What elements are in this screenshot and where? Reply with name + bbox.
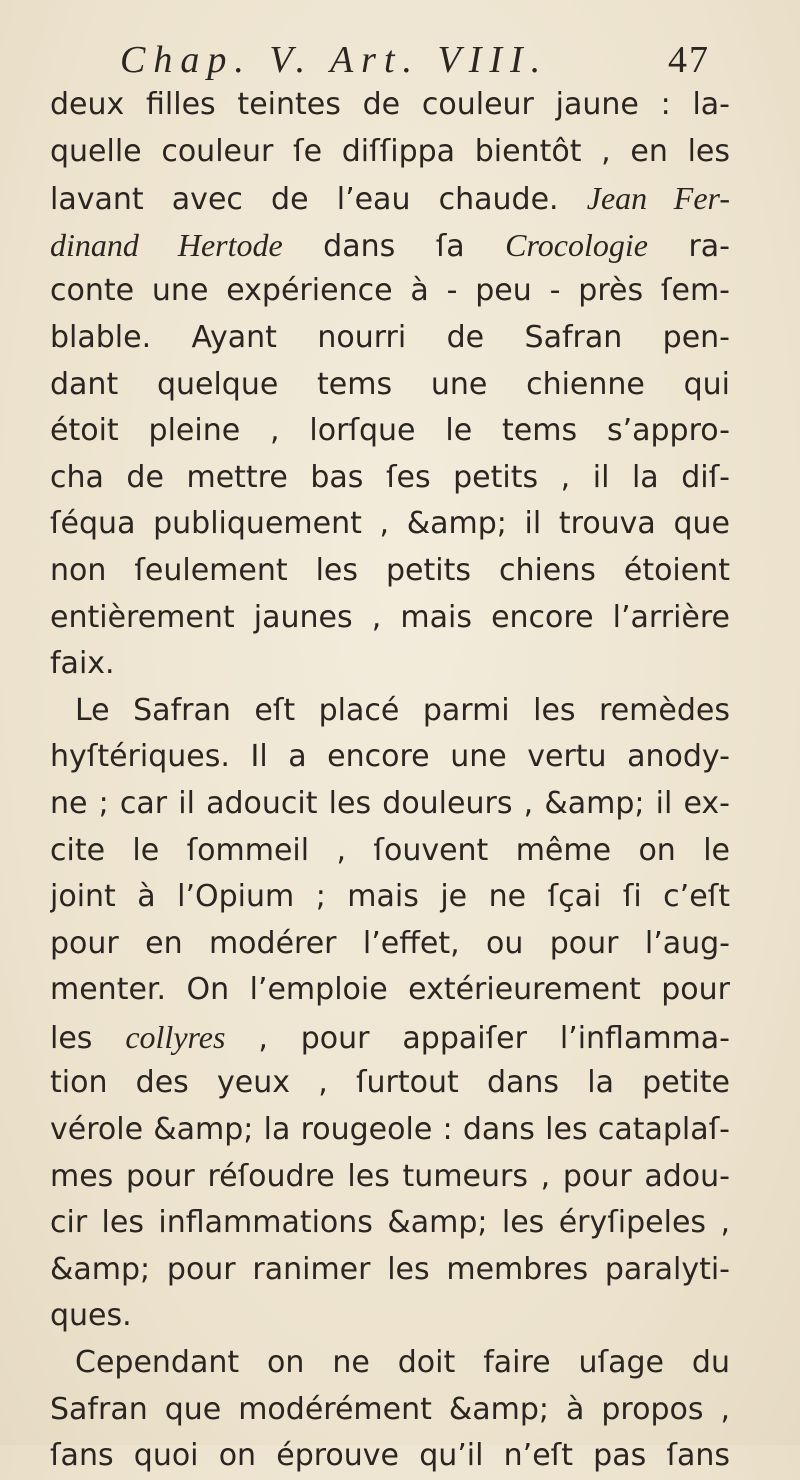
text-line: étoit pleine , lorſque le tems s’appro- <box>50 413 730 449</box>
text-line: Le Safran eſt placé parmi les remèdes <box>75 692 730 728</box>
text-line: cite le ſommeil , ſouvent même on le <box>50 832 730 868</box>
text-line: non ſeulement les petits chiens étoient <box>50 552 730 588</box>
text-line: lavant avec de l’eau chaude. Jean Fer- <box>50 180 730 218</box>
text-line: faix. <box>50 646 115 682</box>
text-line: conte une expérience à - peu - près ſem- <box>50 273 730 309</box>
running-title: Chap. V. Art. VIII. <box>120 39 549 81</box>
text-line: ne ; car il adoucit les douleurs , &amp; il ex- <box>50 785 730 821</box>
page-number: 47 <box>668 39 710 81</box>
text-line: entièrement jaunes , mais encore l’arrière <box>50 599 730 635</box>
text-line: pour en modérer l’effet, ou pour l’aug- <box>50 925 730 961</box>
body-text <box>50 82 730 1480</box>
text-line: ques. <box>50 1298 132 1334</box>
text-line: blable. Ayant nourri de Safran pen- <box>50 319 730 355</box>
text-line: menter. On l’emploie extérieurement pour <box>50 972 730 1008</box>
text-line: dinand Hertode dans ſa Crocologie ra- <box>50 226 730 264</box>
text-line: ſéqua publiquement , &amp; il trouva que <box>50 506 730 542</box>
text-line: quelle couleur ſe diſſippa bientôt , en les <box>50 133 730 169</box>
text-line: mes pour réſoudre les tumeurs , pour adou- <box>50 1158 730 1194</box>
text-line: &amp; pour ranimer les membres paralyti- <box>50 1251 730 1287</box>
text-line: les collyres , pour appaiſer l’inflamma- <box>50 1018 730 1056</box>
text-line: dant quelque tems une chienne qui <box>50 366 730 402</box>
text-line: Safran que modérément &amp; à propos , <box>50 1391 730 1427</box>
text-line: Cependant on ne doit faire uſage du <box>75 1345 730 1381</box>
text-line: ſans quoi on éprouve qu’il n’eſt pas ſans <box>50 1438 730 1474</box>
text-line: tion des yeux , ſurtout dans la petite <box>50 1065 730 1101</box>
text-line: hyſtériques. Il a encore une vertu anody- <box>50 739 730 775</box>
text-line: vérole &amp; la rougeole : dans les cataplaſ- <box>50 1112 730 1148</box>
text-line: joint à l’Opium ; mais je ne ſçai ſi c’eſt <box>50 879 730 915</box>
text-line: cir les inflammations &amp; les éryſipeles , <box>50 1205 730 1241</box>
page-header <box>120 38 710 88</box>
text-line: deux filles teintes de couleur jaune : la- <box>50 87 730 122</box>
text-line: cha de mettre bas ſes petits , il la diſ- <box>50 459 730 495</box>
